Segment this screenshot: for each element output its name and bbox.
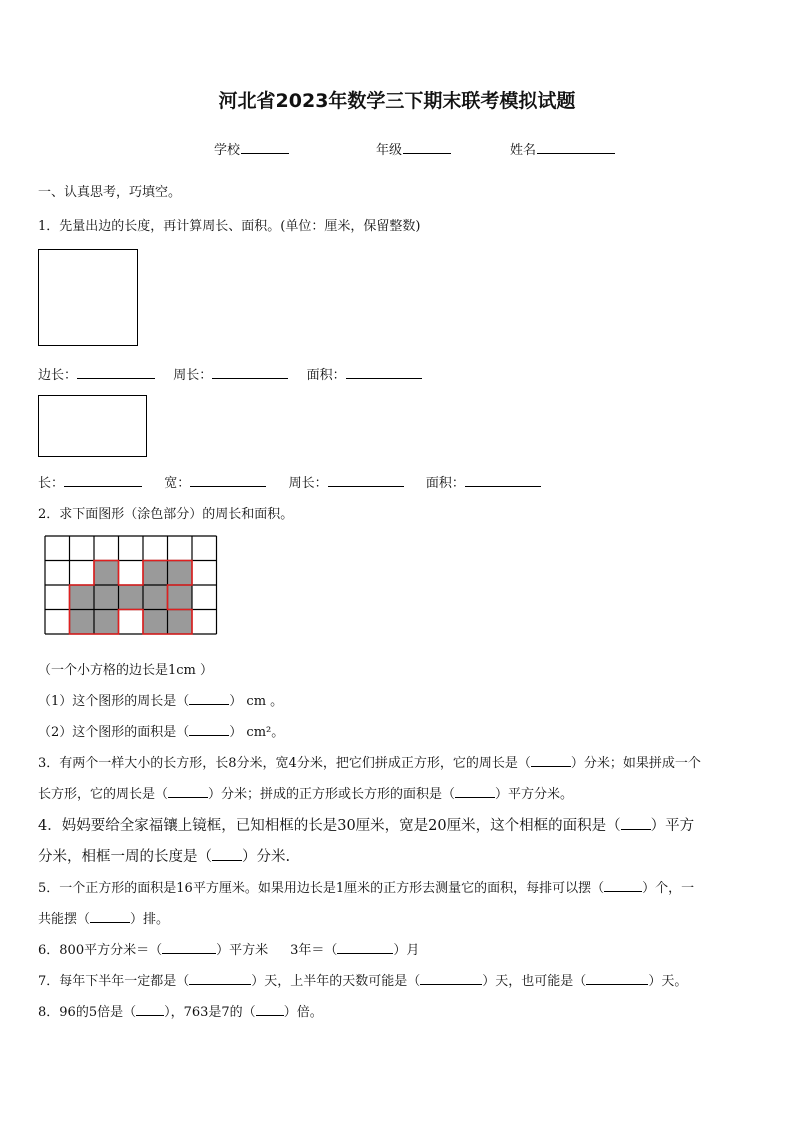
question-4-line-1: 4．妈妈要给全家福镶上镜框，已知相框的长是30厘米，宽是20厘米，这个相框的面积是（ ）平方	[38, 818, 695, 834]
question-5-line-2: 共能摆（ ）排。	[38, 912, 170, 927]
square-area-blank[interactable]	[346, 366, 422, 379]
shaded-cell	[70, 610, 95, 635]
length-blank[interactable]	[64, 474, 142, 487]
shaded-cell	[70, 585, 95, 610]
q7-blank-1[interactable]	[189, 972, 251, 985]
shaded-cell	[94, 585, 119, 610]
rect-area-label: 面积：	[425, 476, 465, 491]
question-3-line-1: 3．有两个一样大小的长方形，长8分米，宽4分米，把它们拼成正方形，它的周长是（ ）分米；如果拼成一个	[38, 756, 701, 771]
area-label: 面积：	[306, 368, 346, 383]
grade-label: 年级	[376, 143, 403, 158]
perimeter-blank[interactable]	[189, 692, 229, 705]
shaded-cell	[168, 585, 193, 610]
side-label: 边长：	[38, 368, 78, 383]
q7-blank-3[interactable]	[586, 972, 648, 985]
width-label: 宽：	[164, 476, 191, 491]
rect-area-blank[interactable]	[465, 474, 541, 487]
section-heading: 一、认真思考，巧填空。	[38, 185, 182, 200]
q5-blank-2[interactable]	[90, 910, 130, 923]
question-4-line-2: 分米，相框一周的长度是（ ）分米.	[38, 849, 291, 865]
length-label: 长：	[38, 476, 65, 491]
question-7: 7．每年下半年一定都是（ ）天，上半年的天数可能是（ ）天，也可能是（ ）天。	[38, 974, 688, 989]
question-2-part-1: （1）这个图形的周长是（ ） cm 。	[38, 694, 284, 709]
q7-blank-2[interactable]	[420, 972, 482, 985]
rect-perimeter-label: 周长：	[288, 476, 328, 491]
q4-blank-1[interactable]	[621, 817, 651, 830]
q8-blank-1[interactable]	[136, 1003, 164, 1016]
square-perimeter-blank[interactable]	[212, 366, 288, 379]
shaded-cell	[143, 561, 168, 586]
question-2: 2．求下面图形（涂色部分）的周长和面积。	[38, 507, 294, 522]
grid-note: （一个小方格的边长是1cm ）	[38, 663, 214, 678]
shaded-cell	[168, 561, 193, 586]
square-answer-row	[38, 364, 422, 383]
question-2-part-2: （2）这个图形的面积是（ ） cm²。	[38, 725, 285, 740]
grid-figure	[44, 535, 218, 643]
q3-blank-1[interactable]	[531, 754, 571, 767]
question-3-line-2: 长方形，它的周长是（ ）分米；拼成的正方形或长方形的面积是（ ）平方分米。	[38, 787, 574, 802]
q6-blank-2[interactable]	[337, 941, 393, 954]
side-blank[interactable]	[77, 366, 155, 379]
name-field	[510, 139, 615, 158]
shaded-cell	[94, 610, 119, 635]
q3-blank-3[interactable]	[455, 785, 495, 798]
grade-field	[376, 139, 451, 158]
question-1: 1．先量出边的长度，再计算周长、面积。(单位：厘米，保留整数)	[38, 219, 421, 234]
page-title: 河北省2023年数学三下期末联考模拟试题	[218, 90, 576, 112]
shaded-cell	[168, 610, 193, 635]
perimeter-label: 周长：	[173, 368, 213, 383]
rectangle-figure	[38, 395, 147, 457]
school-field	[214, 139, 289, 158]
shaded-cell	[143, 585, 168, 610]
square-figure	[38, 249, 138, 346]
question-8: 8．96的5倍是（ ），763是7的（ ）倍。	[38, 1005, 323, 1020]
q8-blank-2[interactable]	[256, 1003, 284, 1016]
q4-blank-2[interactable]	[212, 848, 242, 861]
school-label: 学校	[214, 143, 241, 158]
question-5-line-1: 5．一个正方形的面积是16平方厘米。如果用边长是1厘米的正方形去测量它的面积，每排可以摆（ ）个，一	[38, 881, 695, 896]
width-blank[interactable]	[190, 474, 266, 487]
shaded-cell	[94, 561, 119, 586]
name-blank[interactable]	[537, 140, 615, 154]
rect-perimeter-blank[interactable]	[328, 474, 404, 487]
grade-blank[interactable]	[403, 140, 451, 154]
q5-blank-1[interactable]	[604, 879, 642, 892]
q6-blank-1[interactable]	[162, 941, 216, 954]
rect-answer-row	[38, 472, 541, 491]
shaded-cell	[143, 610, 168, 635]
shaded-cell	[119, 585, 144, 610]
name-label: 姓名	[510, 143, 537, 158]
school-blank[interactable]	[241, 140, 289, 154]
area-blank[interactable]	[189, 723, 229, 736]
q3-blank-2[interactable]	[168, 785, 208, 798]
question-6: 6．800平方分米＝（ ）平方米 3年＝（ ）月	[38, 943, 420, 958]
